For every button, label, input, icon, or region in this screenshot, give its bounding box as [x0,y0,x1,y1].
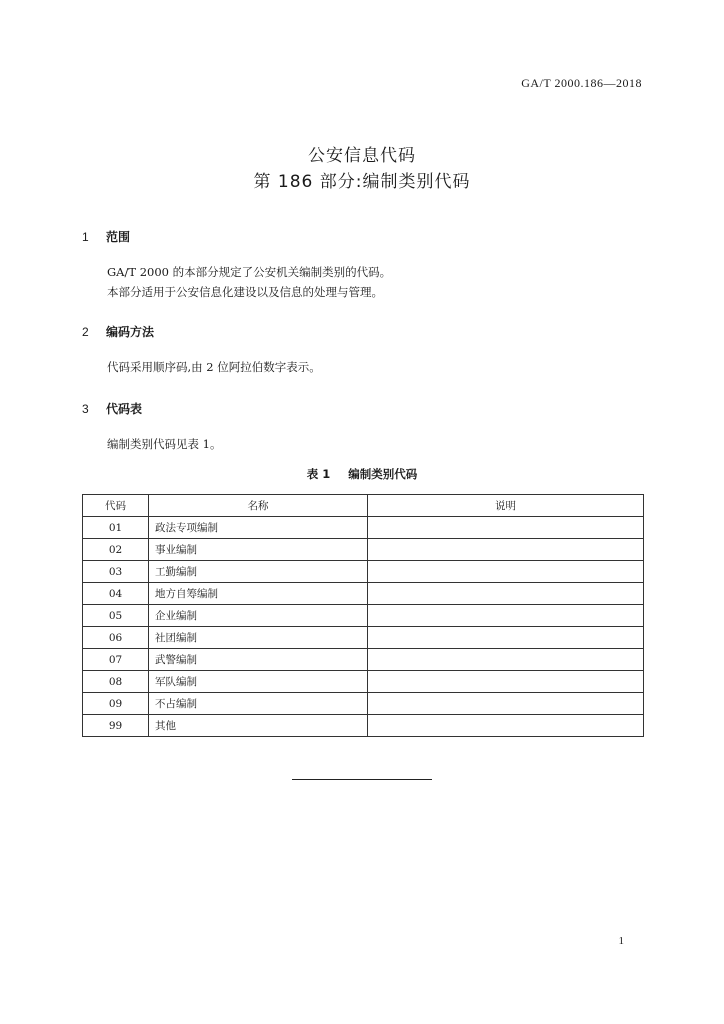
code-cell: 04 [83,583,149,605]
section-heading-code-table [82,400,142,417]
code-cell: 06 [83,627,149,649]
name-cell: 工勤编制 [149,561,368,583]
name-cell: 政法专项编制 [149,517,368,539]
note-cell [368,715,644,737]
name-cell: 不占编制 [149,693,368,715]
section-number: 2 [82,325,89,339]
code-cell: 08 [83,671,149,693]
code-cell: 99 [83,715,149,737]
end-of-document-rule [292,779,432,780]
name-cell: 社团编制 [149,627,368,649]
section-heading-encoding [82,323,154,340]
section-heading-scope [82,228,130,245]
code-cell: 03 [83,561,149,583]
table-caption-label: 表 1 [306,467,331,481]
note-cell [368,539,644,561]
table-row [83,671,644,693]
paragraph: GA/T 2000 的本部分规定了公安机关编制类别的代码。 [107,265,392,279]
table-row [83,649,644,671]
code-cell: 02 [83,539,149,561]
column-header-name: 名称 [149,495,368,517]
section-number: 1 [82,230,89,244]
name-cell: 其他 [149,715,368,737]
table-row [83,715,644,737]
section-title: 范围 [106,230,131,244]
table-row [83,627,644,649]
section-number: 3 [82,402,89,416]
table-row [83,605,644,627]
note-cell [368,605,644,627]
code-cell: 05 [83,605,149,627]
table-row [83,539,644,561]
code-table [82,494,644,737]
section-title: 代码表 [106,402,143,416]
note-cell [368,693,644,715]
name-cell: 军队编制 [149,671,368,693]
paragraph: 代码采用顺序码,由 2 位阿拉伯数字表示。 [107,360,321,374]
table-caption [0,466,724,482]
name-cell: 事业编制 [149,539,368,561]
table-row [83,517,644,539]
code-cell: 01 [83,517,149,539]
table-row [83,693,644,715]
section-title: 编码方法 [106,325,155,339]
standard-code: GA/T 2000.186—2018 [521,76,642,90]
table-header-row [83,495,644,517]
document-title: 公安信息代码 [308,146,416,166]
name-cell: 地方自筹编制 [149,583,368,605]
table-row [83,583,644,605]
note-cell [368,671,644,693]
name-cell: 武警编制 [149,649,368,671]
code-cell: 07 [83,649,149,671]
note-cell [368,561,644,583]
note-cell [368,517,644,539]
note-cell [368,649,644,671]
name-cell: 企业编制 [149,605,368,627]
column-header-code: 代码 [83,495,149,517]
table-caption-title: 编制类别代码 [348,467,418,481]
paragraph: 编制类别代码见表 1。 [107,437,222,451]
document-subtitle: 第 186 部分:编制类别代码 [253,172,471,192]
paragraph: 本部分适用于公安信息化建设以及信息的处理与管理。 [107,285,383,299]
note-cell [368,627,644,649]
note-cell [368,583,644,605]
code-cell: 09 [83,693,149,715]
page-number: 1 [618,935,624,947]
column-header-note: 说明 [368,495,644,517]
table-row [83,561,644,583]
